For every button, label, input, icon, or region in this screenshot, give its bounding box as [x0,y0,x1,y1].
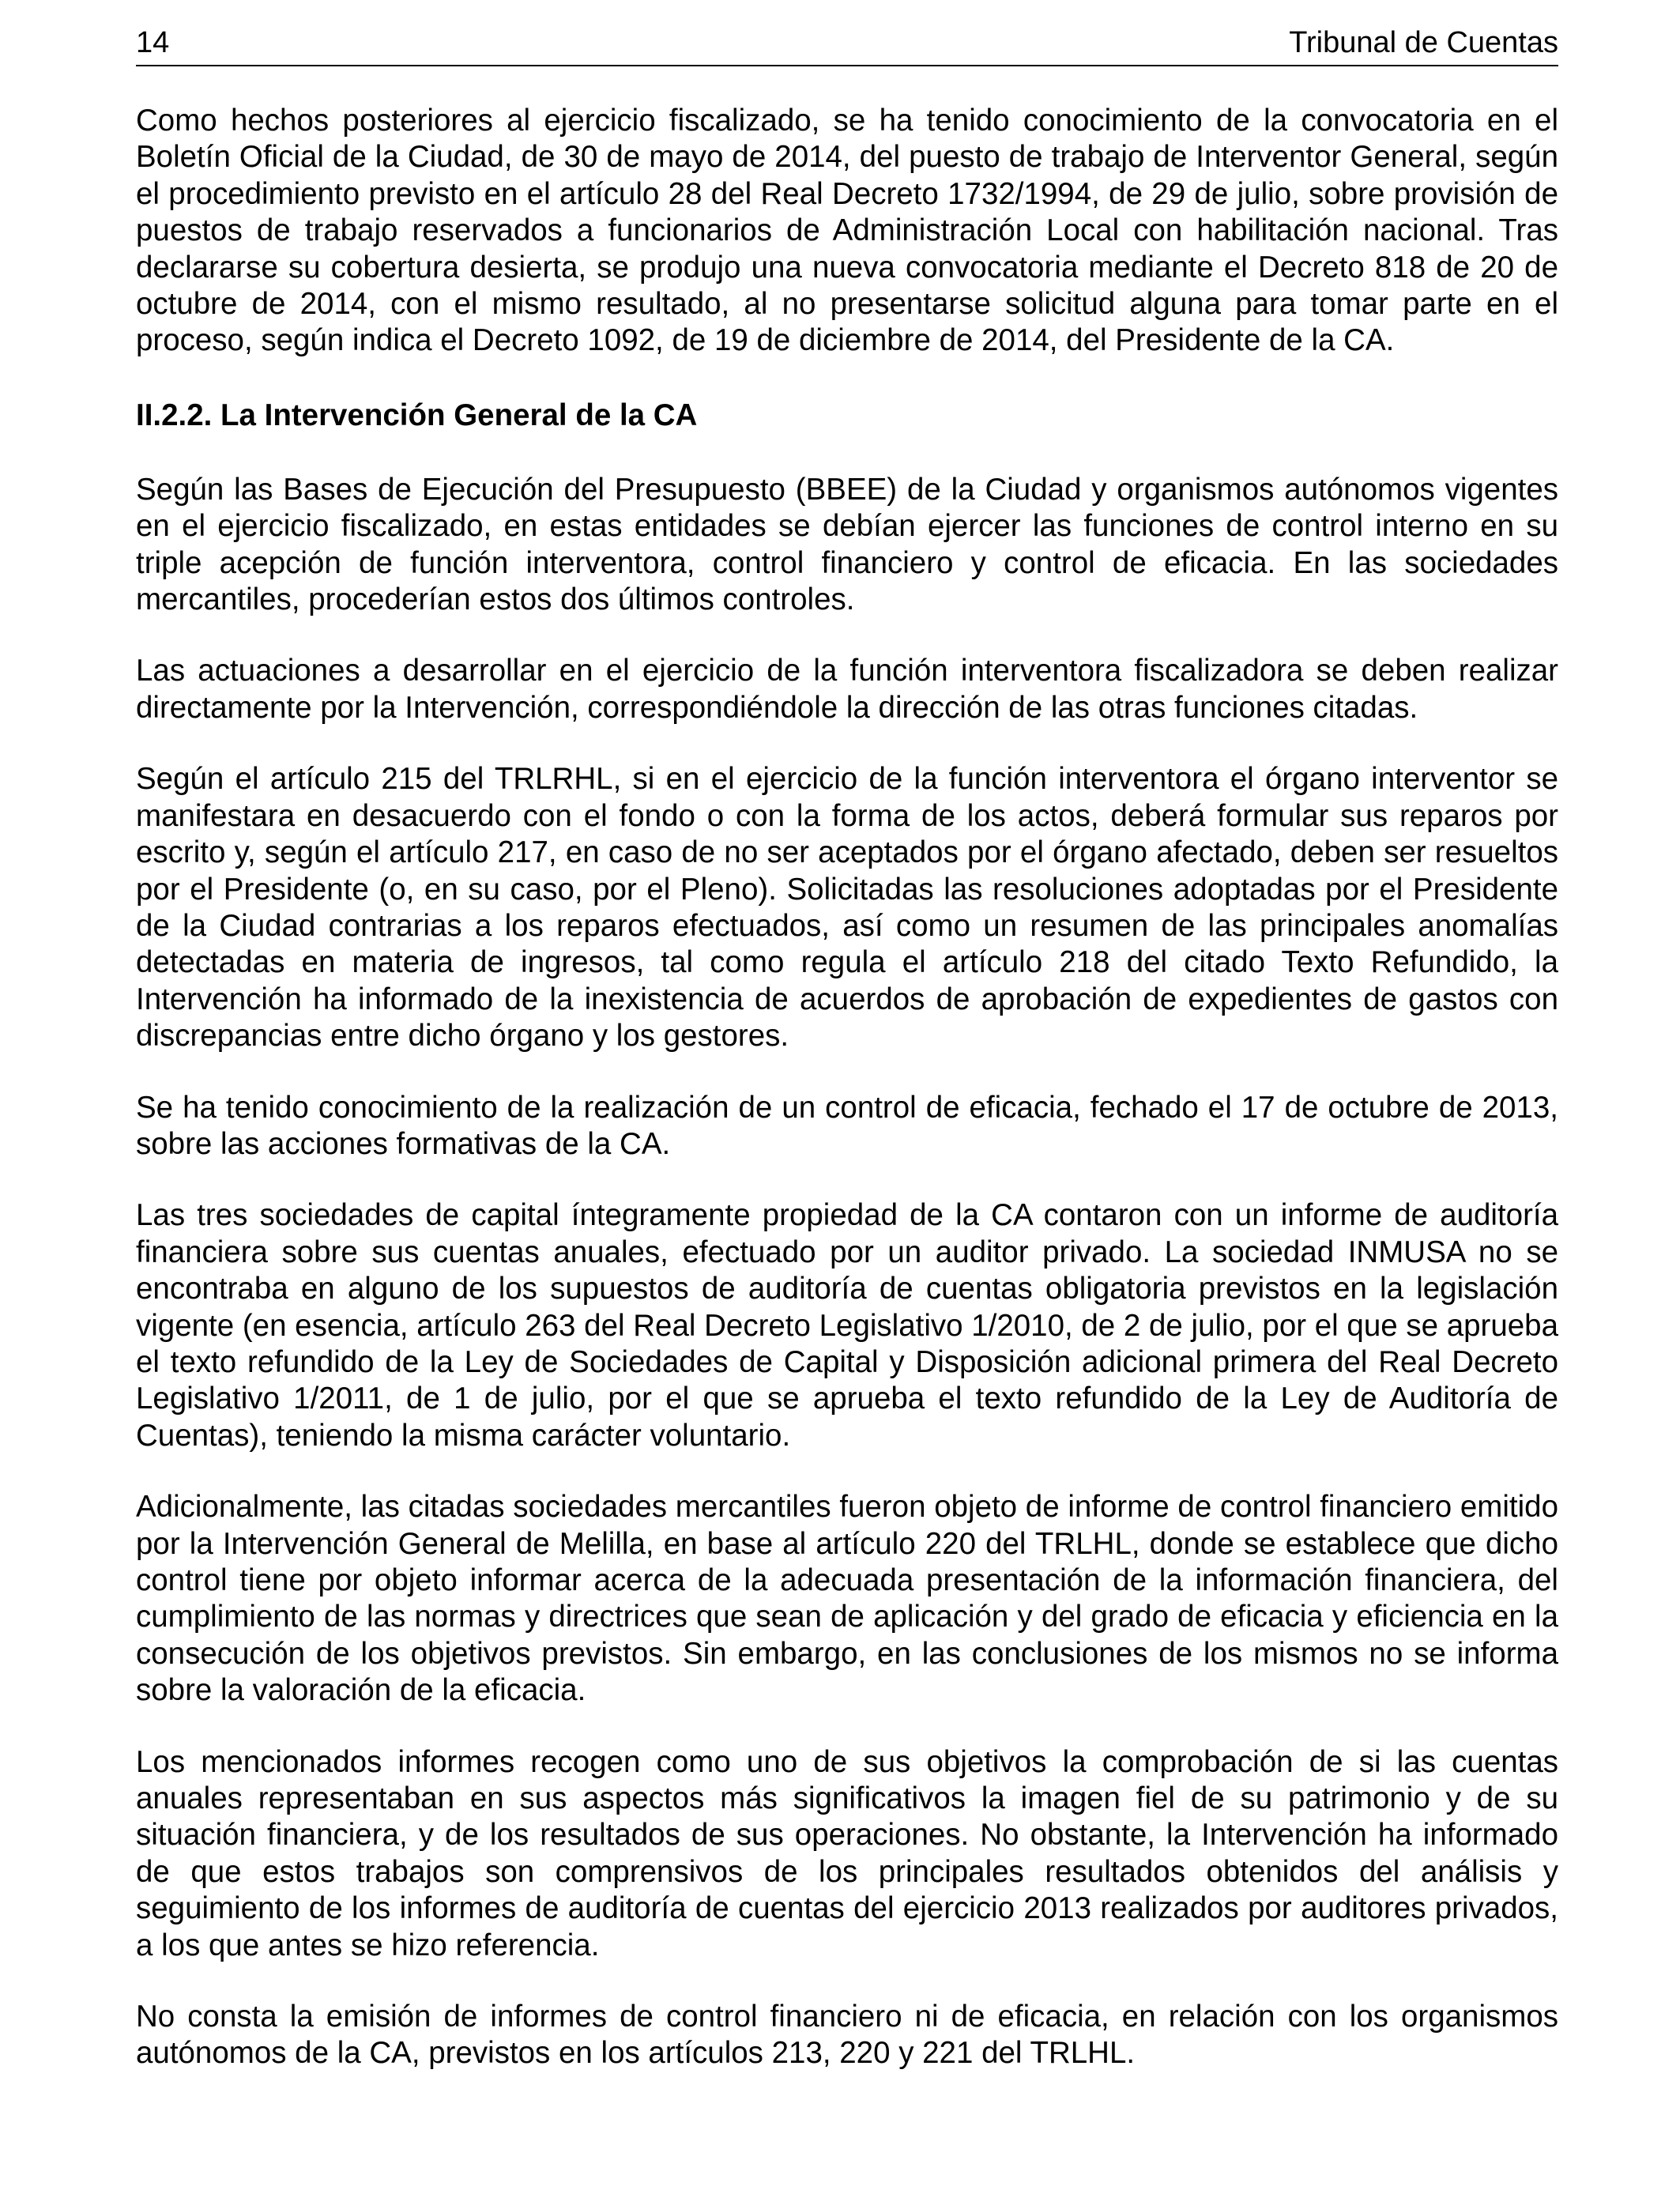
document-page [136,24,1558,2107]
paragraph: No consta la emisión de informes de control financiero ni de eficacia, en relación con los organismos autónomos de la CA, previstos en los artículos 213, 220 y 221 del TRLHL. [136,2000,1558,2071]
paragraph: Las tres sociedades de capital íntegramente propiedad de la CA contaron con un informe de auditoría financiera sobre sus cuentas anuales, efectuado por un auditor privado. La sociedad INMUSA no se encontraba en alguno de los supuestos de auditoría de cuentas obligatoria previstos en la legislación vigente (en esencia, artículo 263 del Real Decreto Legislativo 1/2010, de 2 de julio, por el que se aprueba el texto refundido de la Ley de Sociedades de Capital y Disposición adicional primera del Real Decreto Legislativo 1/2011, de 1 de julio, por el que se aprueba el texto refundido de la Ley de Auditoría de Cuentas), teniendo la misma carácter voluntario. [136,1198,1558,1453]
paragraph: Como hechos posteriores al ejercicio fiscalizado, se ha tenido conocimiento de la convocatoria en el Boletín Oficial de la Ciudad, de 30 de mayo de 2014, del puesto de trabajo de Interventor General, según el procedimiento previsto en el artículo 28 del Real Decreto 1732/1994, de 29 de julio, sobre provisión de puestos de trabajo reservados a funcionarios de Administración Local con habilitación nacional. Tras declararse su cobertura desierta, se produjo una nueva convocatoria mediante el Decreto 818 de 20 de octubre de 2014, con el mismo resultado, al no presentarse solicitud alguna para tomar parte en el proceso, según indica el Decreto 1092, de 19 de diciembre de 2014, del Presidente de la CA. [136,104,1558,358]
paragraph: Según las Bases de Ejecución del Presupuesto (BBEE) de la Ciudad y organismos autónomos vigentes en el ejercicio fiscalizado, en estas entidades se debían ejercer las funciones de control interno en su triple acepción de función interventora, control financiero y control de eficacia. En las sociedades mercantiles, procederían estos dos últimos controles. [136,472,1558,617]
section-heading: II.2.2. La Intervención General de la CA [136,398,698,432]
publisher-name: Tribunal de Cuentas [1289,26,1558,59]
paragraph: Las actuaciones a desarrollar en el ejercicio de la función interventora fiscalizadora se deben realizar directamente por la Intervención, correspondiéndole la dirección de las otras funciones citadas. [136,654,1558,725]
paragraph: Adicionalmente, las citadas sociedades mercantiles fueron objeto de informe de control financiero emitido por la Intervención General de Melilla, en base al artículo 220 del TRLHL, donde se establece que dicho control tiene por objeto informar acerca de la adecuada presentación de la información financiera, del cumplimiento de las normas y directrices que sean de aplicación y del grado de eficacia y eficiencia en la consecución de los objetivos previstos. Sin embargo, en las conclusiones de los mismos no se informa sobre la valoración de la eficacia. [136,1490,1558,1708]
page-content [136,103,1558,2072]
page-number: 14 [136,26,170,59]
paragraph: Según el artículo 215 del TRLRHL, si en el ejercicio de la función interventora el órgano interventor se manifestara en desacuerdo con el fondo o con la forma de los actos, deberá formular sus reparos por escrito y, según el artículo 217, en caso de no ser aceptados por el órgano afectado, deben ser resueltos por el Presidente (o, en su caso, por el Pleno). Solicitadas las resoluciones adoptadas por el Presidente de la Ciudad contrarias a los reparos efectuados, así como un resumen de las principales anomalías detectadas en materia de ingresos, tal como regula el artículo 218 del citado Texto Refundido, la Intervención ha informado de la inexistencia de acuerdos de aprobación de expedientes de gastos con discrepancias entre dicho órgano y los gestores. [136,762,1558,1054]
page-header [136,24,1558,66]
paragraph: Se ha tenido conocimiento de la realización de un control de eficacia, fechado el 17 de octubre de 2013, sobre las acciones formativas de la CA. [136,1090,1558,1161]
paragraph: Los mencionados informes recogen como uno de sus objetivos la comprobación de si las cuentas anuales representaban en sus aspectos más significativos la imagen fiel de su patrimonio y de su situación financiera, y de los resultados de sus operaciones. No obstante, la Intervención ha informado de que estos trabajos son comprensivos de los principales resultados obtenidos del análisis y seguimiento de los informes de auditoría de cuentas del ejercicio 2013 realizados por auditores privados, a los que antes se hizo referencia. [136,1744,1558,1962]
